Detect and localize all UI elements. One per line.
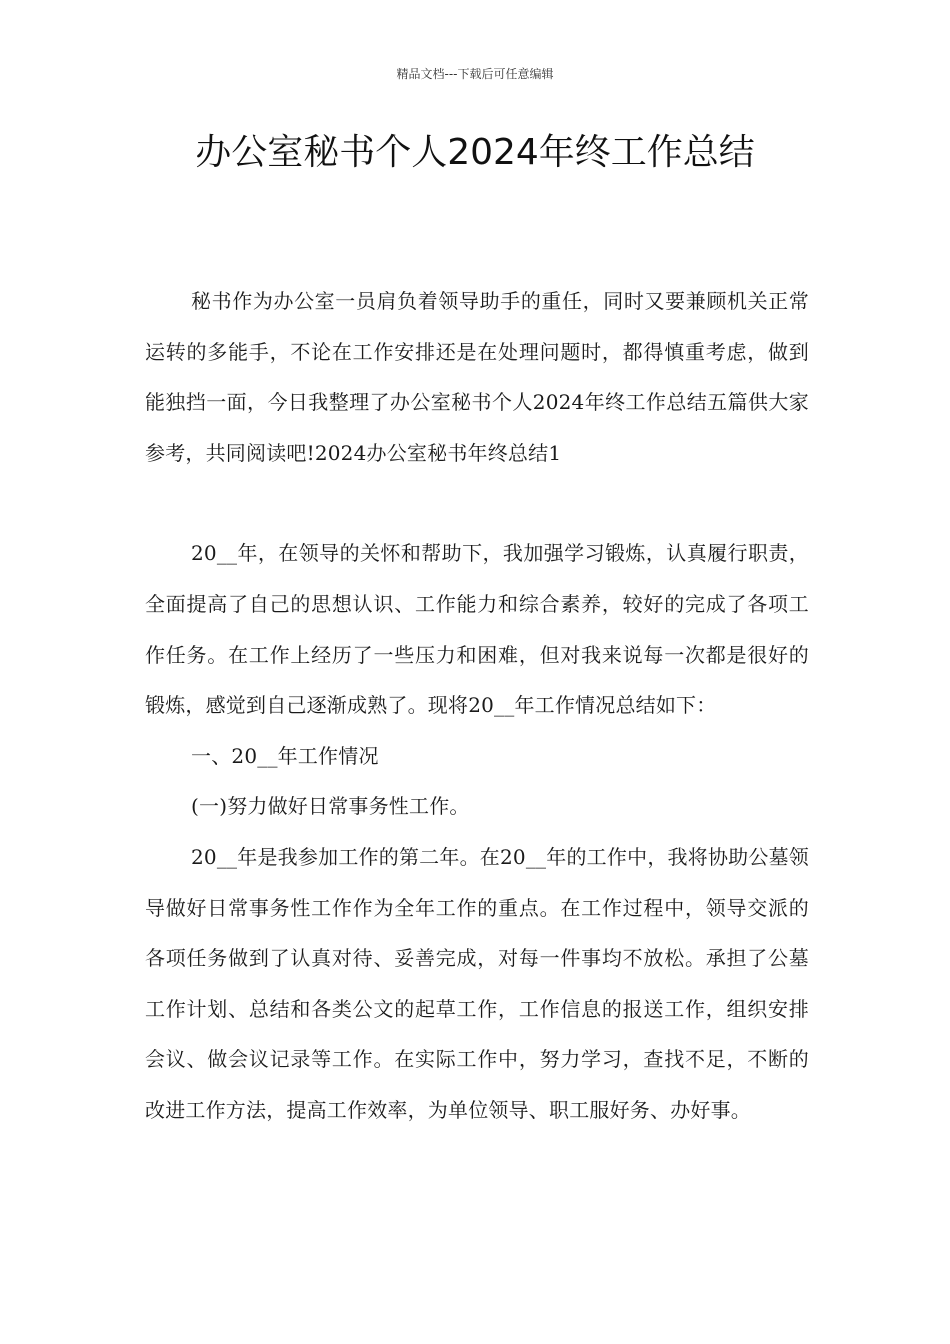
summary-paragraph: 20__年，在领导的关怀和帮助下，我加强学习锻炼，认真履行职责，全面提高了自己的思想认识、工作能力和综合素养，较好的完成了各项工作任务。在工作上经历了一些压力和困难，但对我来说每一次都是很好的锻炼，感觉到自己逐渐成熟了。现将20__年工作情况总结如下： [145, 541, 809, 718]
intro-paragraph: 秘书作为办公室一员肩负着领导助手的重任，同时又要兼顾机关正常运转的多能手，不论在工作安排还是在处理问题时，都得慎重考虑，做到能独挡一面，今日我整理了办公室秘书个人2024年终工作总结五篇供大家参考，共同阅读吧!2024办公室秘书年终总结1 [145, 289, 809, 465]
document-body [145, 276, 809, 1136]
document-title: 办公室秘书个人2024年终工作总结 [195, 132, 755, 173]
body-paragraph: 20__年是我参加工作的第二年。在20__年的工作中，我将协助公墓领导做好日常事务性工作作为全年工作的重点。在工作过程中，领导交派的各项任务做到了认真对待、妥善完成，对每一件事均不放松。承担了公墓工作计划、总结和各类公文的起草工作，工作信息的报送工作，组织安排会议、做会议记录等工作。在实际工作中，努力学习，查找不足，不断的改进工作方法，提高工作效率，为单位领导、职工服好务、办好事。 [145, 844, 809, 1122]
section-heading: 一、20__年工作情况 [191, 743, 379, 768]
subsection-heading: (一)努力做好日常事务性工作。 [191, 794, 470, 819]
header-note: 精品文档---下载后可任意编辑 [396, 67, 554, 81]
